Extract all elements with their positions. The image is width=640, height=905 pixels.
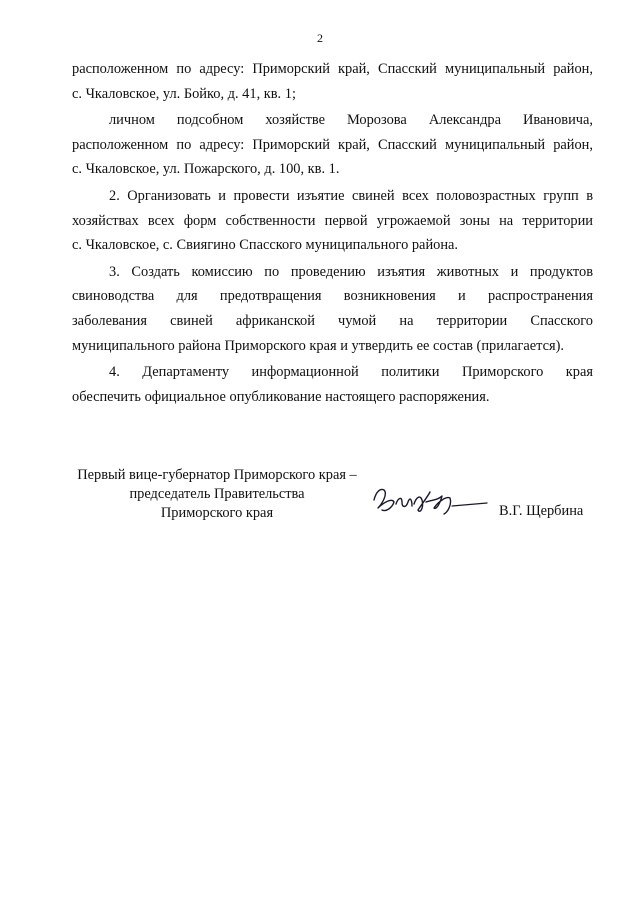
text-line: расположенном по адресу: Приморский край, Спасский муниципальный район, xyxy=(72,61,593,77)
paragraph-item-4 xyxy=(72,360,593,409)
text-line: свиноводства для предотвращения возникновения и распространения xyxy=(72,288,593,305)
text-line: 3. Создать комиссию по проведению изъятия животных и продуктов xyxy=(109,263,593,280)
text-line: с. Чкаловское, ул. Пожарского, д. 100, кв. 1. xyxy=(72,161,340,178)
text-line: 2. Организовать и провести изъятие свиней всех половозрастных групп в xyxy=(109,187,593,204)
text-line: 4. Департаменту информационной политики Приморского края xyxy=(109,364,593,381)
page-number: 2 xyxy=(317,31,323,45)
text-line: муниципального района Приморского края и утвердить ее состав (прилагается). xyxy=(72,337,565,354)
position-line: председатель Правительства xyxy=(129,486,305,502)
text-line: с. Чкаловское, ул. Бойко, д. 41, кв. 1; xyxy=(72,85,296,102)
paragraph-address-2 xyxy=(72,108,593,182)
paragraph-item-3 xyxy=(72,260,593,358)
text-line: хозяйствах всех форм собственности первой угрожаемой зоны на территории xyxy=(72,212,593,229)
text-line: с. Чкаловское, с. Свиягино Спасского муниципального района. xyxy=(72,237,459,254)
position-line: Приморского края xyxy=(160,505,274,521)
signer-name: В.Г. Щербина xyxy=(499,503,584,519)
text-line: расположенном по адресу: Приморский край, Спасский муниципальный район, xyxy=(72,136,593,153)
text-line: обеспечить официальное опубликование настоящего распоряжения. xyxy=(72,388,490,405)
document-body xyxy=(72,57,593,411)
paragraph-item-2 xyxy=(72,184,593,258)
position-line: Первый вице-губернатор Приморского края – xyxy=(77,467,357,483)
handwritten-signature xyxy=(368,478,488,522)
signatory-position xyxy=(72,466,362,523)
text-line: заболевания свиней африканской чумой на территории Спасского xyxy=(72,312,593,329)
text-line: личном подсобном хозяйстве Морозова Александра Ивановича, xyxy=(109,112,593,129)
paragraph-address-1 xyxy=(72,57,593,106)
